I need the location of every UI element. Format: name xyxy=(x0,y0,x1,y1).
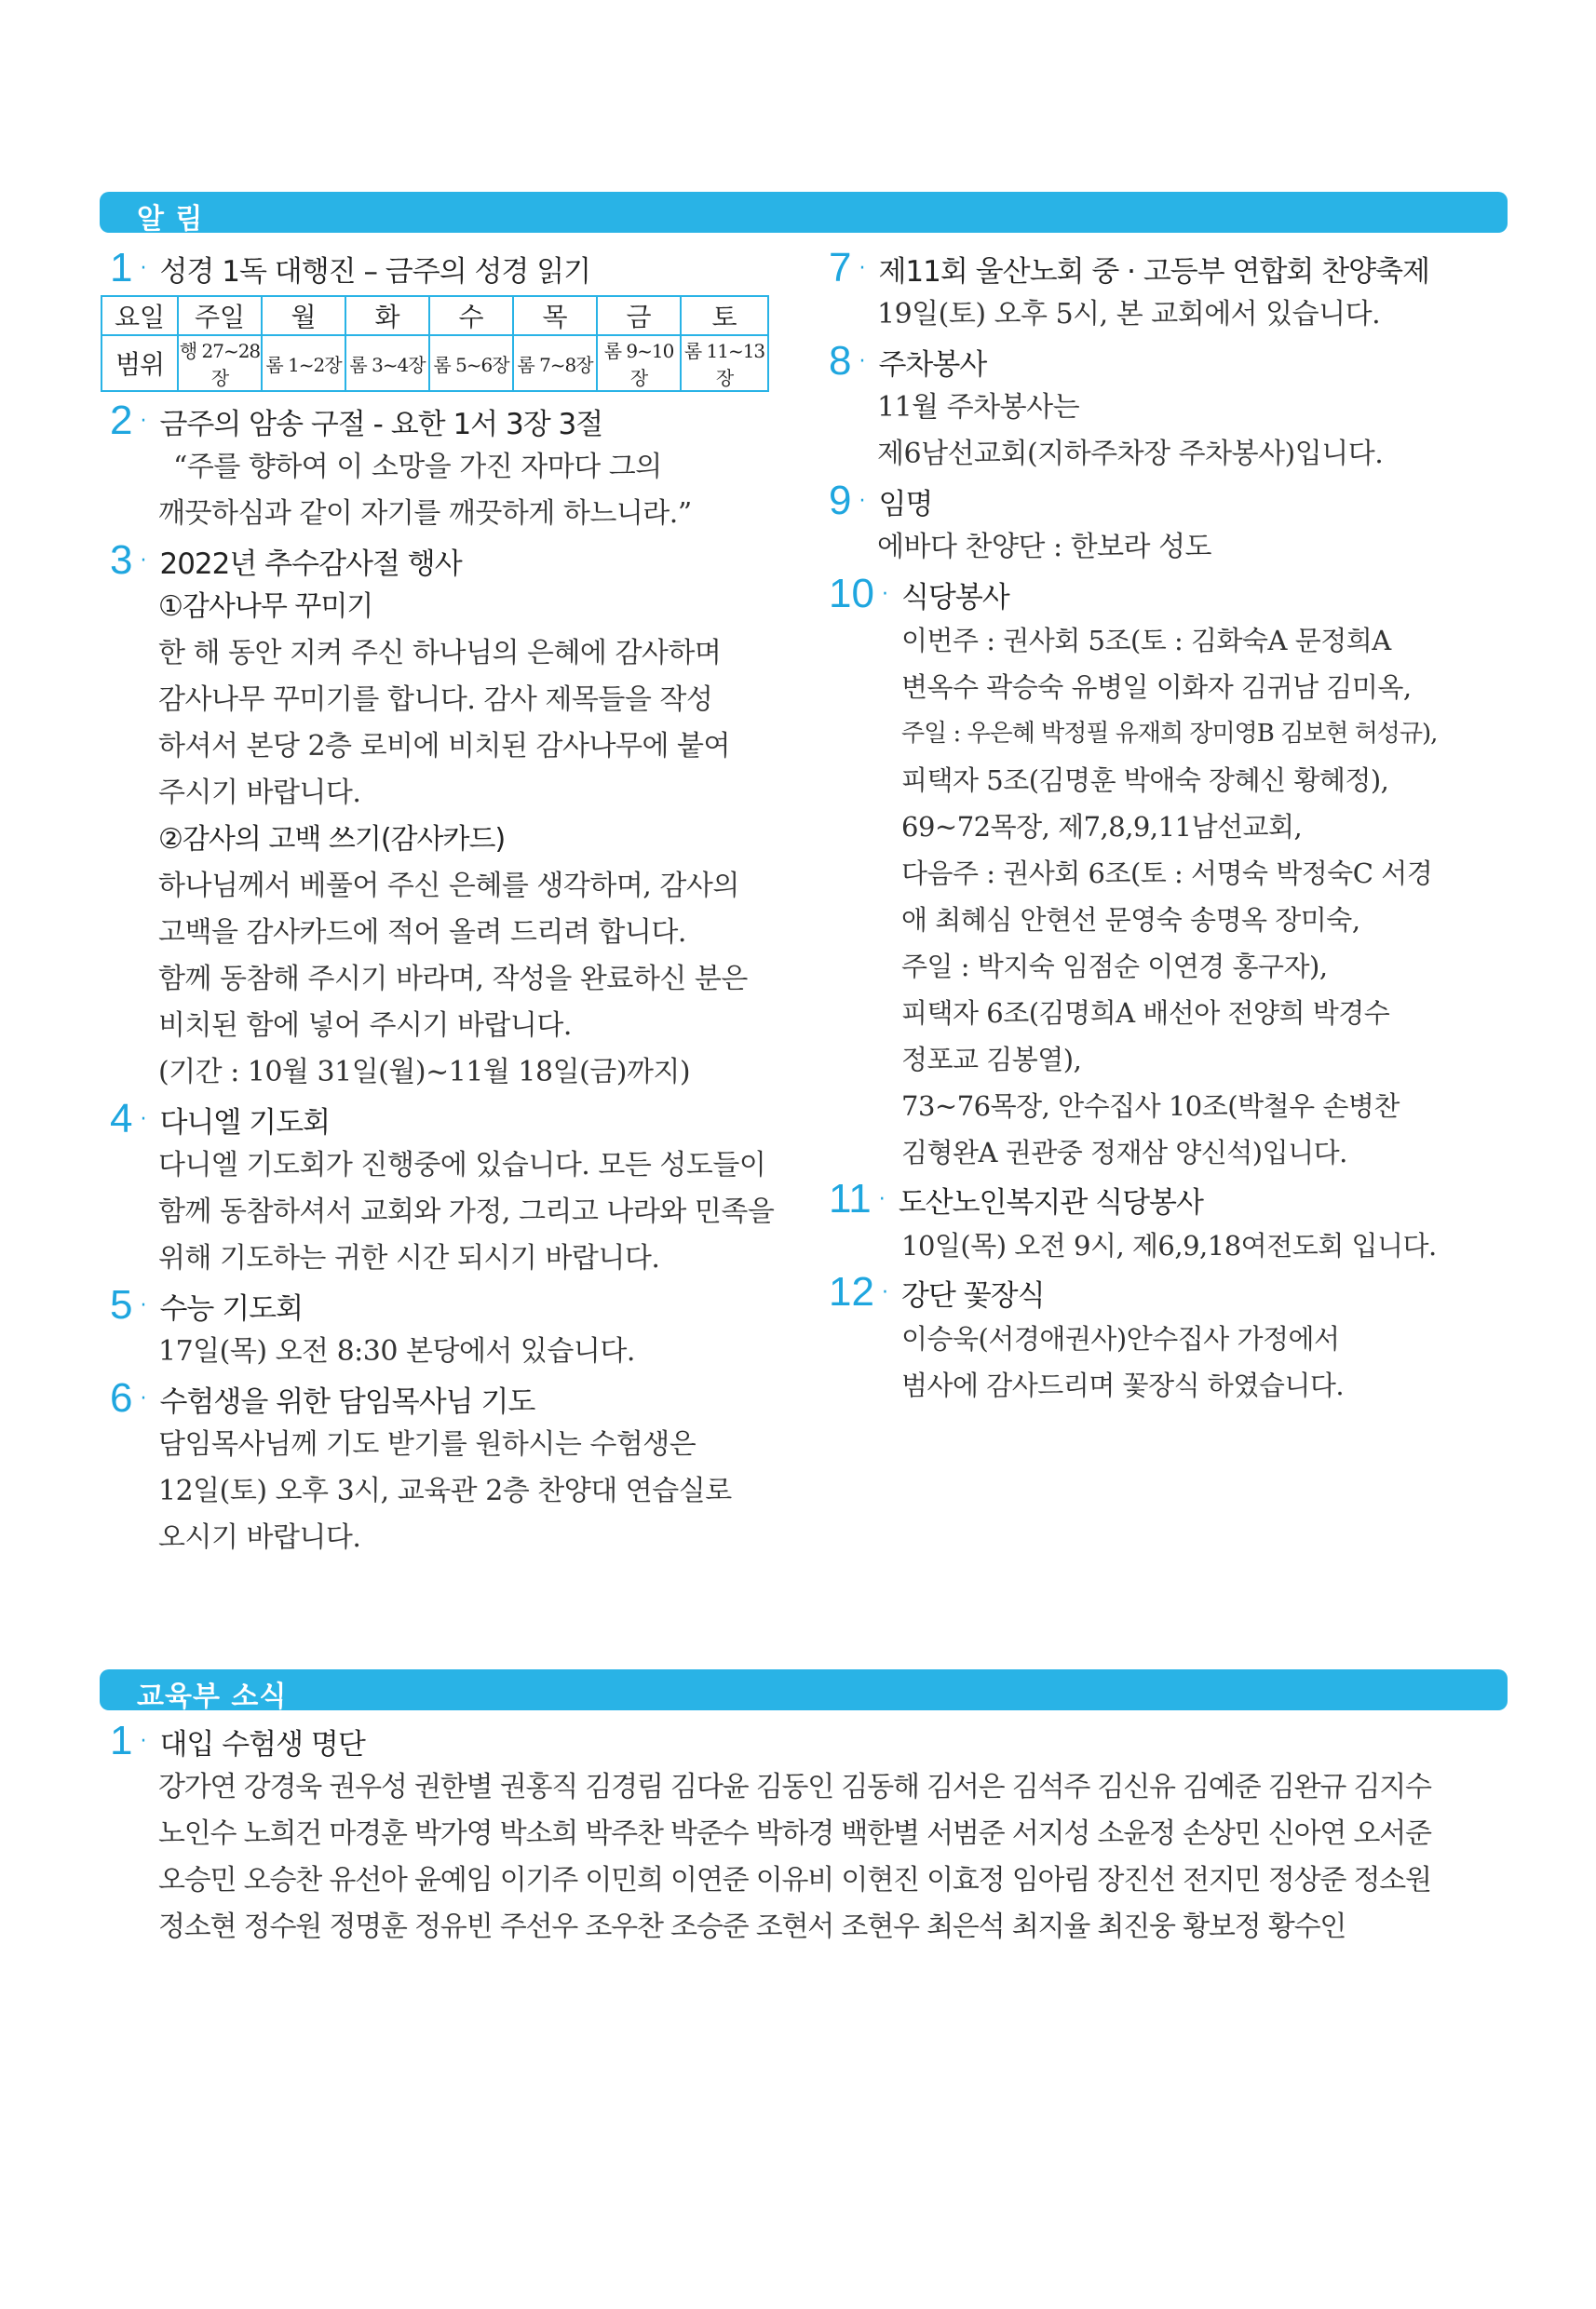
bullet-dot-icon: · xyxy=(140,1386,147,1411)
bullet-dot-icon: · xyxy=(140,409,147,433)
item-body-line: 주일 : 박지숙 임점순 이연경 홍구자), xyxy=(901,951,1328,982)
item-body-line: 위해 기도하는 귀한 시간 되시기 바랍니다. xyxy=(158,1242,660,1275)
item-body-line: 하나님께서 베풀어 주신 은혜를 생각하며, 감사의 xyxy=(158,870,739,902)
education-item-1 xyxy=(110,1718,1507,1764)
item-body-line: 주시기 바랍니다. xyxy=(158,776,361,809)
item-number: 2 xyxy=(110,398,133,443)
item-body-line: 비치된 함에 넣어 주시기 바랍니다. xyxy=(158,1009,572,1042)
schedule-cell: 롬 11~13장 xyxy=(681,335,768,391)
item-title: 강단 꽃장식 xyxy=(900,1278,1045,1313)
bullet-dot-icon: · xyxy=(881,1280,888,1304)
item-body-line: 17일(목) 오전 8:30 본당에서 있습니다. xyxy=(158,1335,635,1368)
item-subheading: ①감사나무 꾸미기 xyxy=(158,590,373,623)
notice-item-2 xyxy=(110,398,799,444)
education-section xyxy=(110,1718,1507,1951)
schedule-cell: 행 27~28장 xyxy=(178,335,262,391)
item-title: 주차봉사 xyxy=(878,347,987,382)
item-number: 7 xyxy=(829,245,852,290)
bible-reading-schedule xyxy=(101,295,769,392)
item-body-line: “주를 향하여 이 소망을 가진 자마다 그의 xyxy=(173,451,662,483)
item-body-line: 피택자 5조(김명훈 박애숙 장혜신 황혜정), xyxy=(901,764,1389,796)
student-names-line: 오승민 오승찬 유선아 윤예임 이기주 이민희 이연준 이유비 이현진 이효정 임아림 장진선 전지민 정상준 정소원 xyxy=(158,1864,1431,1897)
student-names-line: 강가연 강경욱 권우성 권한별 권홍직 김경림 김다윤 김동인 김동해 김서은 김석주 김신유 김예준 김완규 김지수 xyxy=(158,1771,1431,1803)
item-body-line: 함께 동참하셔서 교회와 가정, 그리고 나라와 민족을 xyxy=(158,1195,775,1228)
education-header: 교육부 소식 xyxy=(137,1681,288,1713)
schedule-cell: 월 xyxy=(262,296,345,335)
item-body-line: 에바다 찬양단 : 한보라 성도 xyxy=(877,531,1212,563)
item-number: 1 xyxy=(110,245,133,290)
item-body-line: 감사나무 꾸미기를 합니다. 감사 제목들을 작성 xyxy=(158,683,713,716)
item-number: 9 xyxy=(829,478,852,523)
schedule-cell: 목 xyxy=(513,296,597,335)
item-body-line: 11월 주차봉사는 xyxy=(877,391,1080,424)
student-names-line: 노인수 노희건 마경훈 박가영 박소희 박주찬 박준수 박하경 백한별 서범준 서지성 소윤정 손상민 신아연 오서준 xyxy=(158,1817,1431,1850)
schedule-cell: 롬 9~10장 xyxy=(597,335,681,391)
item-body-line: 이번주 : 권사회 5조(토 : 김화숙A 문정희A xyxy=(901,625,1391,656)
item-body-line: 다음주 : 권사회 6조(토 : 서명숙 박정숙C 서경 xyxy=(901,857,1433,889)
student-names-line: 정소현 정수원 정명훈 정유빈 주선우 조우찬 조승준 조현서 조현우 최은석 최지율 최진웅 황보정 황수인 xyxy=(158,1911,1346,1943)
item-body-line: 69~72목장, 제7,8,9,11남선교회, xyxy=(901,811,1303,843)
item-number: 8 xyxy=(829,338,852,384)
education-header-bar xyxy=(100,1669,1508,1713)
bullet-dot-icon: · xyxy=(140,1729,147,1753)
item-number: 5 xyxy=(110,1282,133,1328)
bullet-dot-icon: · xyxy=(881,582,888,606)
bullet-dot-icon: · xyxy=(859,256,866,280)
item-number: 3 xyxy=(110,537,133,583)
notice-item-5 xyxy=(110,1282,799,1329)
bullet-dot-icon: · xyxy=(140,1293,147,1317)
notices-left-column xyxy=(110,245,799,1561)
item-body-line: 고백을 감사카드에 적어 올려 드리려 합니다. xyxy=(158,916,686,949)
item-body-line: 함께 동참해 주시기 바라며, 작성을 완료하신 분은 xyxy=(158,963,748,995)
item-number: 10 xyxy=(829,571,874,616)
item-number: 4 xyxy=(110,1096,133,1141)
notice-item-10 xyxy=(829,571,1499,617)
schedule-cell: 요일 xyxy=(101,296,178,335)
item-title: 수험생을 위한 담임목사님 기도 xyxy=(159,1384,535,1419)
item-body-line: 깨끗하심과 같이 자기를 깨끗하게 하느니라.” xyxy=(158,497,692,530)
schedule-cell: 롬 3~4장 xyxy=(345,335,429,391)
notice-item-3 xyxy=(110,537,799,584)
notice-item-8 xyxy=(829,338,1499,385)
item-body-line: 하셔서 본당 2층 로비에 비치된 감사나무에 붙여 xyxy=(158,730,730,763)
item-body-line: 피택자 6조(김명희A 배선아 전양희 박경수 xyxy=(901,997,1390,1029)
item-body-line: 범사에 감사드리며 꽃장식 하였습니다. xyxy=(901,1370,1345,1401)
bullet-dot-icon: · xyxy=(140,548,147,573)
notice-item-9 xyxy=(829,478,1499,524)
notices-right-column xyxy=(829,245,1499,1409)
notice-item-4 xyxy=(110,1096,799,1142)
schedule-cell: 롬 7~8장 xyxy=(513,335,597,391)
bullet-dot-icon: · xyxy=(859,489,866,513)
notices-header-bar xyxy=(100,192,1508,236)
item-title: 다니엘 기도회 xyxy=(159,1105,331,1140)
item-number: 6 xyxy=(110,1375,133,1421)
bullet-dot-icon: · xyxy=(878,1187,886,1211)
item-number: 1 xyxy=(110,1718,133,1763)
schedule-header-row xyxy=(101,296,768,335)
item-body-line: 주일 : 우은혜 박정필 유재희 장미영B 김보현 허성규), xyxy=(901,720,1438,748)
schedule-cell: 토 xyxy=(681,296,768,335)
item-body-line: 정포교 김봉열), xyxy=(901,1044,1082,1075)
schedule-cell: 수 xyxy=(429,296,513,335)
item-body-line: 변옥수 곽승숙 유병일 이화자 김귀남 김미옥, xyxy=(901,671,1412,703)
schedule-cell: 롬 5~6장 xyxy=(429,335,513,391)
item-body-line: 73~76목장, 안수집사 10조(박철우 손병찬 xyxy=(901,1090,1400,1122)
item-body-line: (기간 : 10월 31일(월)~11월 18일(금)까지) xyxy=(158,1056,691,1088)
item-body-line: 이승욱(서경애권사)안수집사 가정에서 xyxy=(901,1323,1340,1355)
item-body-line: 12일(토) 오후 3시, 교육관 2층 찬양대 연습실로 xyxy=(158,1475,732,1507)
item-title: 도산노인복지관 식당봉사 xyxy=(898,1185,1203,1220)
item-body-line: 담임목사님께 기도 받기를 원하시는 수험생은 xyxy=(158,1428,697,1461)
item-title: 금주의 암송 구절 - 요한 1서 3장 3절 xyxy=(159,407,603,441)
item-body-line: 애 최혜심 안현선 문영숙 송명옥 장미숙, xyxy=(901,904,1360,936)
bullet-dot-icon: · xyxy=(859,349,866,373)
item-title: 대입 수험생 명단 xyxy=(159,1727,365,1762)
item-body-line: 김형완A 권관중 정재삼 양신석)입니다. xyxy=(901,1137,1347,1168)
notice-item-1 xyxy=(110,245,799,291)
item-title: 수능 기도회 xyxy=(159,1291,304,1326)
item-title: 성경 1독 대행진 – 금주의 성경 읽기 xyxy=(159,254,591,289)
notice-item-7 xyxy=(829,245,1499,291)
item-number: 11 xyxy=(829,1176,872,1222)
item-title: 제11회 울산노회 중 · 고등부 연합회 찬양축제 xyxy=(878,254,1429,289)
item-title: 2022년 추수감사절 행사 xyxy=(159,547,462,581)
bullet-dot-icon: · xyxy=(140,256,147,280)
item-body-line: 한 해 동안 지켜 주신 하나님의 은혜에 감사하며 xyxy=(158,637,722,669)
item-subheading: ②감사의 고백 쓰기(감사카드) xyxy=(158,823,506,856)
item-body-line: 오시기 바랍니다. xyxy=(158,1521,361,1554)
schedule-range-row xyxy=(101,335,768,391)
item-body-line: 10일(목) 오전 9시, 제6,9,18여전도회 입니다. xyxy=(901,1230,1437,1262)
item-title: 식당봉사 xyxy=(900,580,1009,614)
schedule-cell: 금 xyxy=(597,296,681,335)
item-number: 12 xyxy=(829,1269,874,1315)
item-body-line: 다니엘 기도회가 진행중에 있습니다. 모든 성도들이 xyxy=(158,1149,766,1182)
notice-item-12 xyxy=(829,1269,1499,1316)
bullet-dot-icon: · xyxy=(140,1107,147,1131)
item-title: 임명 xyxy=(878,487,933,521)
item-body-line: 19일(토) 오후 5시, 본 교회에서 있습니다. xyxy=(877,298,1381,331)
schedule-cell: 화 xyxy=(345,296,429,335)
notice-item-6 xyxy=(110,1375,799,1422)
item-body-line: 제6남선교회(지하주차장 주차봉사)입니다. xyxy=(877,438,1384,470)
notices-header: 알 림 xyxy=(137,203,204,236)
schedule-cell: 주일 xyxy=(178,296,262,335)
schedule-cell: 롬 1~2장 xyxy=(262,335,345,391)
schedule-cell: 범위 xyxy=(101,335,178,391)
notice-item-11 xyxy=(829,1176,1499,1222)
